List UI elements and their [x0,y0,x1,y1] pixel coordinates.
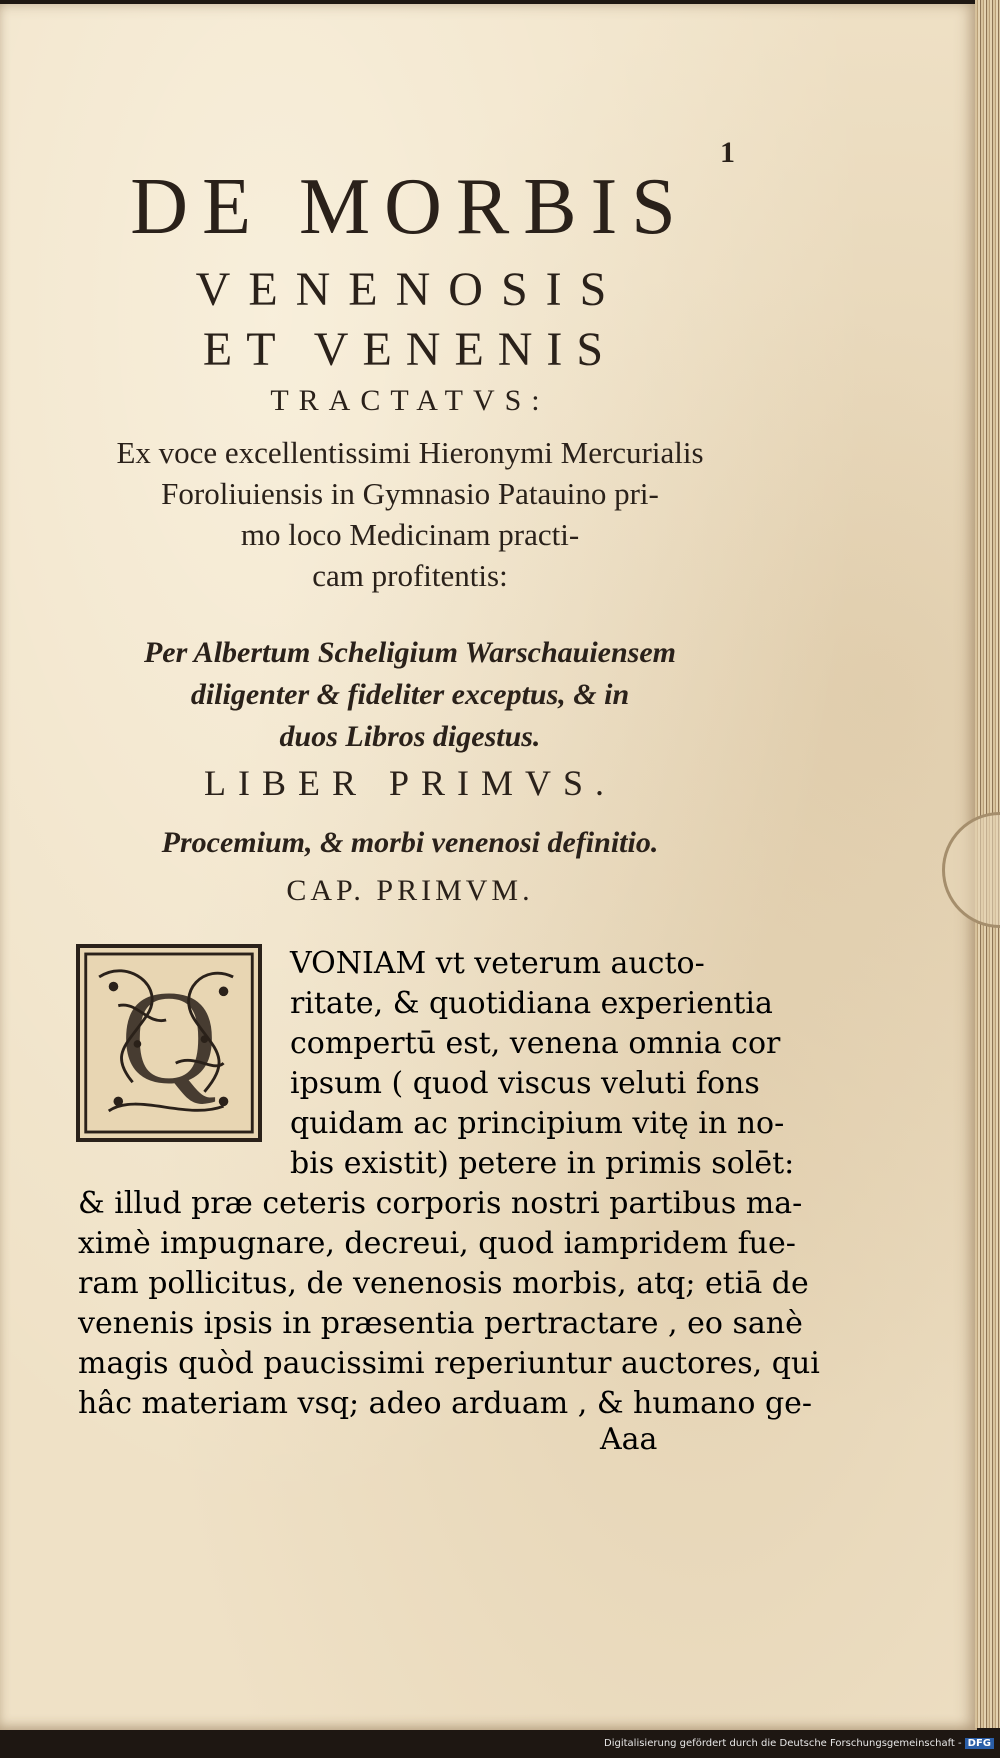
subtitle-line: Ex voce excellentissimi Hieronymi Mercurialis [116,435,704,470]
drop-cap-letter: Q [120,963,218,1112]
body-line: ram pollicitus, de venenosis morbis, atq; etiā de [78,1266,809,1301]
body-line: quidam ac principium vitę in no- [290,1106,785,1141]
editor-line: Per Albertum Scheligium Warschauiensem [143,636,677,669]
body-line: VONIAM vt veterum aucto- [290,946,705,981]
folio-number: 1 [720,136,735,169]
chapter-title: Procemium, & morbi venenosi definitio. [161,826,659,859]
chapter-number: CAP. PRIMVM. [286,874,534,907]
subtitle-line: mo loco Medicinam practi- [240,517,580,552]
credit-text: Digitalisierung gefördert durch die Deutsche Forschungsgemeinschaft - [604,1738,962,1749]
title-line-1: DE MORBIS [130,163,690,251]
catchword: Aaa [600,1422,658,1457]
dfg-logo: DFG [965,1738,994,1749]
book-heading: LIBER PRIMVS. [203,763,617,803]
body-beside-initial [290,944,795,1184]
body-line: ipsum ( quod viscus veluti fons [290,1066,760,1101]
body-line: bis existit) petere in primis solēt: [290,1146,795,1181]
book-page [0,4,977,1730]
body-line: & illud præ ceteris corporis nostri partibus ma- [78,1186,803,1221]
digitization-credit [604,1738,994,1749]
ornament-icon [80,948,258,1138]
body-line: ritate, & quotidiana experientia [290,986,773,1021]
body-line: ximè impugnare, decreui, quod iampridem fue- [78,1226,796,1261]
decorated-initial [76,944,262,1142]
title-line-2: VENENOSIS [195,263,625,316]
subtitle-block [60,432,760,596]
editor-line: duos Libros digestus. [279,720,541,753]
body-full-width [78,1184,820,1424]
body-line: hâc materiam vsq; adeo arduam , & humano ge- [78,1386,813,1421]
title-line-3: ET VENENIS [202,323,618,376]
title-line-4: TRACTATVS: [270,384,550,417]
body-line: magis quòd paucissimi reperiuntur auctores, qui [78,1346,820,1381]
editor-line: diligenter & fideliter exceptus, & in [190,678,630,711]
body-line: venenis ipsis in præsentia pertractare , eo sanè [78,1306,803,1341]
body-line: compertū est, venena omnia cor [290,1026,781,1061]
subtitle-line: cam profitentis: [312,558,508,593]
subtitle-line: Foroliuiensis in Gymnasio Patauino pri- [161,476,659,511]
editor-block [60,632,760,758]
